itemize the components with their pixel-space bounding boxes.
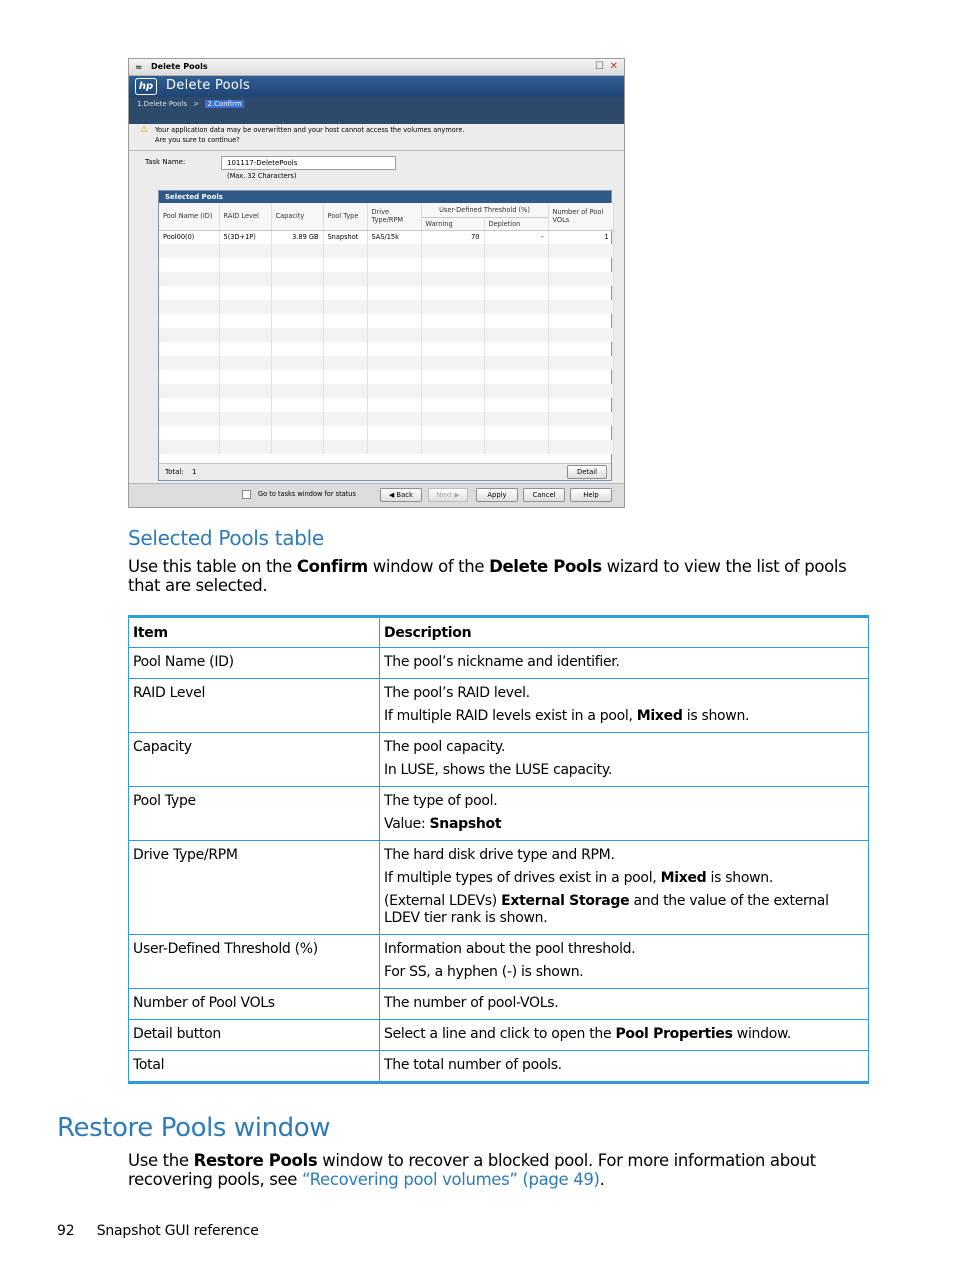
empty-row	[159, 440, 613, 454]
text: is shown.	[682, 708, 750, 724]
empty-row	[159, 342, 613, 356]
restore-paragraph	[128, 1151, 863, 1189]
table-row	[129, 787, 869, 841]
description-line	[384, 708, 864, 725]
delete-pools-dialog	[128, 58, 625, 508]
cell-raid-level: 5(3D+1P)	[219, 230, 271, 244]
description-line	[384, 870, 864, 887]
description-cell: The pool’s nickname and identifier.	[380, 648, 869, 679]
text: window.	[732, 1026, 791, 1042]
intro-bold-confirm: Confirm	[296, 557, 368, 576]
warning-line-1: Your application data may be overwritten and your host cannot access the volumes anymore.	[155, 126, 465, 134]
empty-row	[159, 356, 613, 370]
header-item: Item	[129, 617, 380, 648]
wizard-steps	[137, 100, 244, 108]
description-line: For SS, a hyphen (-) is shown.	[384, 964, 584, 980]
col-pool-vols[interactable]: Number of Pool VOLs	[548, 203, 613, 230]
text: If multiple RAID levels exist in a pool,	[384, 708, 637, 724]
col-warning[interactable]: Warning	[421, 217, 484, 230]
empty-row	[159, 300, 613, 314]
go-to-tasks-label: Go to tasks window for status	[258, 490, 356, 498]
cell-warning: 70	[421, 230, 484, 244]
description-cell	[380, 679, 869, 733]
description-line: The hard disk drive type and RPM.	[384, 847, 615, 863]
warning-icon: ⚠	[140, 125, 149, 135]
col-pool-type[interactable]: Pool Type	[323, 203, 367, 230]
item-cell: Number of Pool VOLs	[129, 989, 380, 1020]
wizard-button-bar	[129, 483, 624, 507]
table-row	[129, 733, 869, 787]
description-cell	[380, 733, 869, 787]
help-button[interactable]: Help	[570, 488, 612, 502]
empty-row	[159, 412, 613, 426]
empty-row	[159, 398, 613, 412]
cell-pool-name: Pool00(0)	[159, 230, 219, 244]
table-row	[129, 989, 869, 1020]
wizard-banner	[129, 76, 624, 124]
col-raid-level[interactable]: RAID Level	[219, 203, 271, 230]
cell-depletion: -	[484, 230, 548, 244]
description-line: The pool capacity.	[384, 739, 506, 755]
restore-text-1: Use the	[128, 1151, 194, 1170]
task-name-input[interactable]: 101117-DeletePools	[221, 156, 396, 170]
intro-bold-delete-pools: Delete Pools	[489, 557, 602, 576]
bold-text: Snapshot	[429, 816, 502, 832]
col-capacity[interactable]: Capacity	[271, 203, 323, 230]
selected-pools-title: Selected Pools	[159, 191, 611, 203]
bold-text: External Storage	[501, 893, 630, 909]
col-depletion[interactable]: Depletion	[484, 217, 548, 230]
empty-row	[159, 314, 613, 328]
cancel-button[interactable]: Cancel	[523, 488, 565, 502]
description-cell	[380, 1020, 869, 1051]
table-row	[129, 1020, 869, 1051]
item-cell: Pool Type	[129, 787, 380, 841]
apply-button[interactable]: Apply	[476, 488, 518, 502]
empty-row	[159, 426, 613, 440]
table-row	[129, 1051, 869, 1083]
empty-row	[159, 370, 613, 384]
col-drive-type[interactable]: Drive Type/RPM	[367, 203, 421, 230]
cell-pool-vols: 1	[548, 230, 613, 244]
header-description: Description	[380, 617, 869, 648]
col-pool-name[interactable]: Pool Name (ID)	[159, 203, 219, 230]
description-table	[128, 615, 869, 1084]
restore-text-3: .	[599, 1170, 605, 1189]
intro-text-3: wizard to view the list of pools that are selected.	[128, 557, 847, 595]
description-cell	[380, 935, 869, 989]
window-menu-icon[interactable]: ≈	[135, 63, 143, 73]
item-cell: User-Defined Threshold (%)	[129, 935, 380, 989]
restore-text-2: window to recover a blocked pool. For more information about recovering pools, see	[128, 1151, 816, 1189]
go-to-tasks-checkbox[interactable]	[242, 490, 251, 499]
section-title: Selected Pools table	[128, 526, 324, 550]
close-icon[interactable]: ✕	[609, 61, 618, 72]
selected-pools-grid	[159, 203, 614, 454]
dialog-header-title: Delete Pools	[166, 78, 251, 93]
intro-paragraph	[128, 557, 863, 595]
cell-pool-type: Snapshot	[323, 230, 367, 244]
restore-pools-heading: Restore Pools window	[57, 1113, 331, 1143]
empty-row	[159, 286, 613, 300]
page-footer	[57, 1223, 259, 1239]
step-confirm: 2.Confirm	[207, 100, 242, 108]
divider	[129, 150, 624, 151]
recovering-pool-volumes-link[interactable]: “Recovering pool volumes” (page 49)	[301, 1170, 600, 1189]
bold-text: Mixed	[636, 708, 683, 724]
item-cell: Detail button	[129, 1020, 380, 1051]
item-cell: Pool Name (ID)	[129, 648, 380, 679]
description-cell: The number of pool-VOLs.	[380, 989, 869, 1020]
cell-capacity: 3.89 GB	[271, 230, 323, 244]
next-button[interactable]: Next ▶	[428, 488, 468, 502]
warning-message	[139, 125, 609, 145]
description-line: In LUSE, shows the LUSE capacity.	[384, 762, 612, 778]
description-line: The pool’s RAID level.	[384, 685, 530, 701]
description-cell	[380, 841, 869, 935]
page-number: 92	[57, 1223, 75, 1239]
step-separator: >	[193, 100, 200, 108]
window-title: Delete Pools	[151, 62, 208, 71]
empty-row	[159, 384, 613, 398]
intro-text-1: Use this table on the	[128, 557, 297, 576]
text: If multiple types of drives exist in a pool,	[384, 870, 661, 886]
back-button[interactable]: ◀ Back	[380, 488, 422, 502]
table-row	[129, 679, 869, 733]
table-row	[129, 841, 869, 935]
description-line	[384, 893, 864, 927]
table-row	[129, 648, 869, 679]
bold-text: Pool Properties	[615, 1026, 733, 1042]
text: is shown.	[706, 870, 773, 886]
hp-logo: hp	[135, 78, 157, 95]
selected-pools-footer	[159, 463, 611, 480]
description-cell	[380, 787, 869, 841]
table-row	[129, 935, 869, 989]
description-line: The type of pool.	[384, 793, 498, 809]
empty-row	[159, 328, 613, 342]
task-name-label: Task Name:	[145, 158, 186, 166]
empty-row	[159, 272, 613, 286]
col-threshold[interactable]: User-Defined Threshold (%)	[421, 203, 548, 217]
bold-text: Mixed	[660, 870, 707, 886]
total-label: Total:	[165, 468, 184, 476]
empty-row	[159, 258, 613, 272]
table-row[interactable]	[159, 230, 613, 244]
maximize-icon[interactable]: ☐	[595, 61, 604, 72]
cell-drive-type: SAS/15k	[367, 230, 421, 244]
window-titlebar	[129, 59, 624, 76]
text: and the value of the external LDEV tier rank is shown.	[384, 893, 829, 926]
text: Value:	[384, 816, 430, 832]
detail-button[interactable]: Detail	[567, 465, 607, 479]
text: Select a line and click to open the	[384, 1026, 616, 1042]
intro-text-2: window of the	[367, 557, 490, 576]
item-cell: Total	[129, 1051, 380, 1083]
item-cell: Capacity	[129, 733, 380, 787]
item-cell: Drive Type/RPM	[129, 841, 380, 935]
task-name-hint: (Max. 32 Characters)	[227, 172, 297, 180]
item-cell: RAID Level	[129, 679, 380, 733]
footer-section: Snapshot GUI reference	[96, 1223, 259, 1239]
empty-row	[159, 244, 613, 258]
description-cell: The total number of pools.	[380, 1051, 869, 1083]
step-delete-pools: 1.Delete Pools	[137, 100, 188, 108]
restore-bold: Restore Pools	[193, 1151, 318, 1170]
description-line: Information about the pool threshold.	[384, 941, 636, 957]
selected-pools-panel	[158, 190, 612, 481]
total-count	[165, 468, 196, 476]
description-line	[384, 816, 864, 833]
warning-line-2: Are you sure to continue?	[155, 136, 240, 144]
total-value: 1	[191, 468, 197, 476]
text: (External LDEVs)	[384, 893, 502, 909]
